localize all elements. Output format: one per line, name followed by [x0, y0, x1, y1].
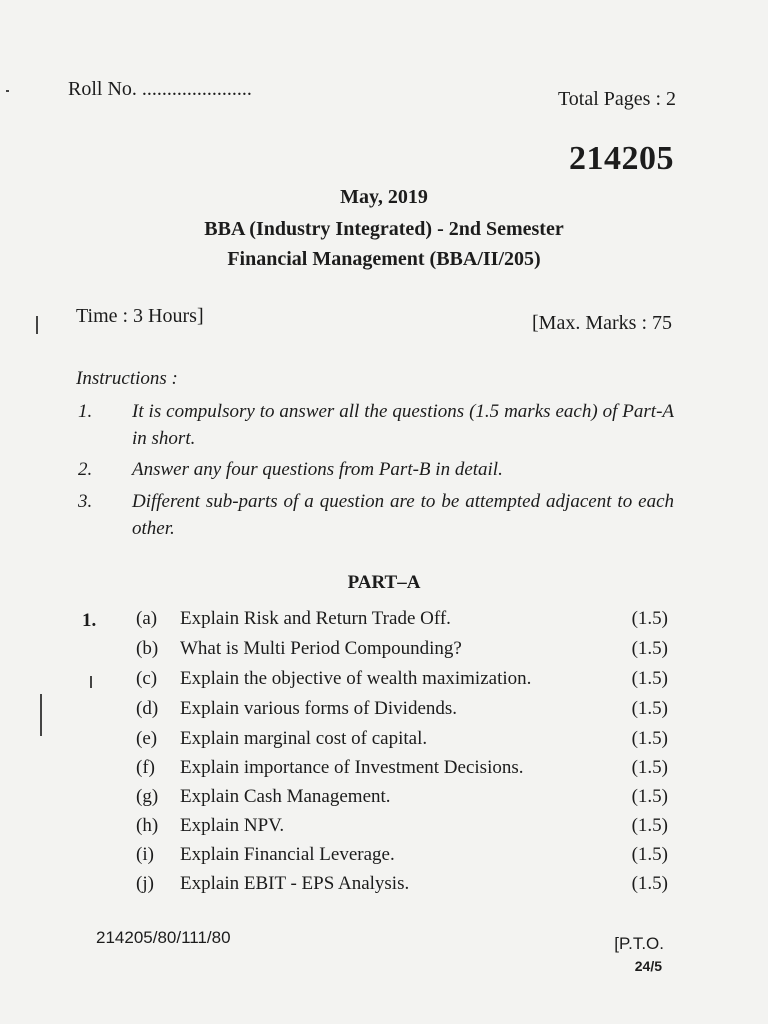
- question-sub-label: (d): [136, 698, 159, 719]
- question-marks: (1.5): [631, 698, 668, 719]
- margin-mark: [90, 676, 92, 688]
- question-number: 1.: [82, 610, 97, 631]
- question-row: [136, 638, 668, 667]
- margin-mark: [40, 694, 42, 736]
- question-text: Explain EBIT - EPS Analysis.: [180, 873, 410, 894]
- question-text: Explain marginal cost of capital.: [180, 728, 428, 749]
- question-row: [136, 728, 668, 757]
- question-sub-label: (a): [136, 608, 158, 629]
- question-marks: (1.5): [631, 786, 668, 807]
- question-text: Explain Cash Management.: [180, 786, 391, 807]
- question-sub-label: (i): [136, 844, 154, 865]
- question-marks: (1.5): [631, 873, 668, 894]
- question-sub-label: (f): [136, 757, 155, 778]
- question-marks: (1.5): [631, 757, 668, 778]
- question-text: Explain the objective of wealth maximization.: [180, 668, 532, 689]
- instructions-heading: Instructions :: [76, 368, 178, 389]
- footer-code: 214205/80/111/80: [96, 928, 231, 947]
- question-sub-label: (g): [136, 786, 159, 807]
- question-row: [136, 873, 668, 902]
- question-sub-label: (b): [136, 638, 159, 659]
- question-row: [136, 786, 668, 815]
- question-row: [136, 698, 668, 727]
- question-text: Explain Financial Leverage.: [180, 844, 395, 865]
- question-marks: (1.5): [631, 608, 668, 629]
- paper-code: 214205: [569, 140, 674, 177]
- question-sub-label: (j): [136, 873, 154, 894]
- total-pages: Total Pages : 2: [557, 88, 676, 110]
- instruction-item: [78, 398, 674, 452]
- please-turn-over: [P.T.O.: [614, 934, 664, 953]
- question-row: [136, 608, 668, 637]
- question-row: [136, 844, 668, 873]
- question-text: Explain importance of Investment Decisions.: [180, 757, 524, 778]
- question-marks: (1.5): [631, 668, 668, 689]
- question-sub-label: (h): [136, 815, 159, 836]
- question-text: Explain various forms of Dividends.: [180, 698, 458, 719]
- question-sub-label: (e): [136, 728, 158, 749]
- question-marks: (1.5): [631, 638, 668, 659]
- question-marks: (1.5): [631, 728, 668, 749]
- question-sub-label: (c): [136, 668, 158, 689]
- exam-time: Time : 3 Hours]: [76, 305, 204, 327]
- question-row: [136, 815, 668, 844]
- max-marks: [Max. Marks : 75: [532, 312, 672, 334]
- margin-mark: [6, 90, 9, 92]
- batch-number: 24/5: [634, 958, 662, 974]
- instruction-item: [78, 456, 674, 483]
- question-text: Explain NPV.: [180, 815, 285, 836]
- instruction-number: 3.: [78, 491, 93, 512]
- question-row: [136, 757, 668, 786]
- roll-number-field: Roll No. ......................: [68, 78, 252, 100]
- exam-month: May, 2019: [340, 186, 428, 208]
- instruction-text: Answer any four questions from Part-B in detail.: [132, 459, 503, 480]
- instruction-item: [78, 488, 674, 542]
- subject-title: Financial Management (BBA/II/205): [227, 248, 541, 270]
- question-marks: (1.5): [631, 844, 668, 865]
- margin-mark: [36, 316, 38, 334]
- question-text: What is Multi Period Compounding?: [180, 638, 462, 659]
- question-text: Explain Risk and Return Trade Off.: [180, 608, 451, 629]
- instruction-number: 2.: [78, 459, 93, 480]
- instruction-text: Different sub-parts of a question are to be attempted adjacent to each other.: [132, 491, 674, 539]
- program-title: BBA (Industry Integrated) - 2nd Semester: [204, 218, 564, 240]
- part-a-heading: PART–A: [347, 572, 421, 593]
- instruction-number: 1.: [78, 401, 93, 422]
- question-row: [136, 668, 668, 697]
- question-marks: (1.5): [631, 815, 668, 836]
- instruction-text: It is compulsory to answer all the questions (1.5 marks each) of Part-A in short.: [132, 401, 674, 449]
